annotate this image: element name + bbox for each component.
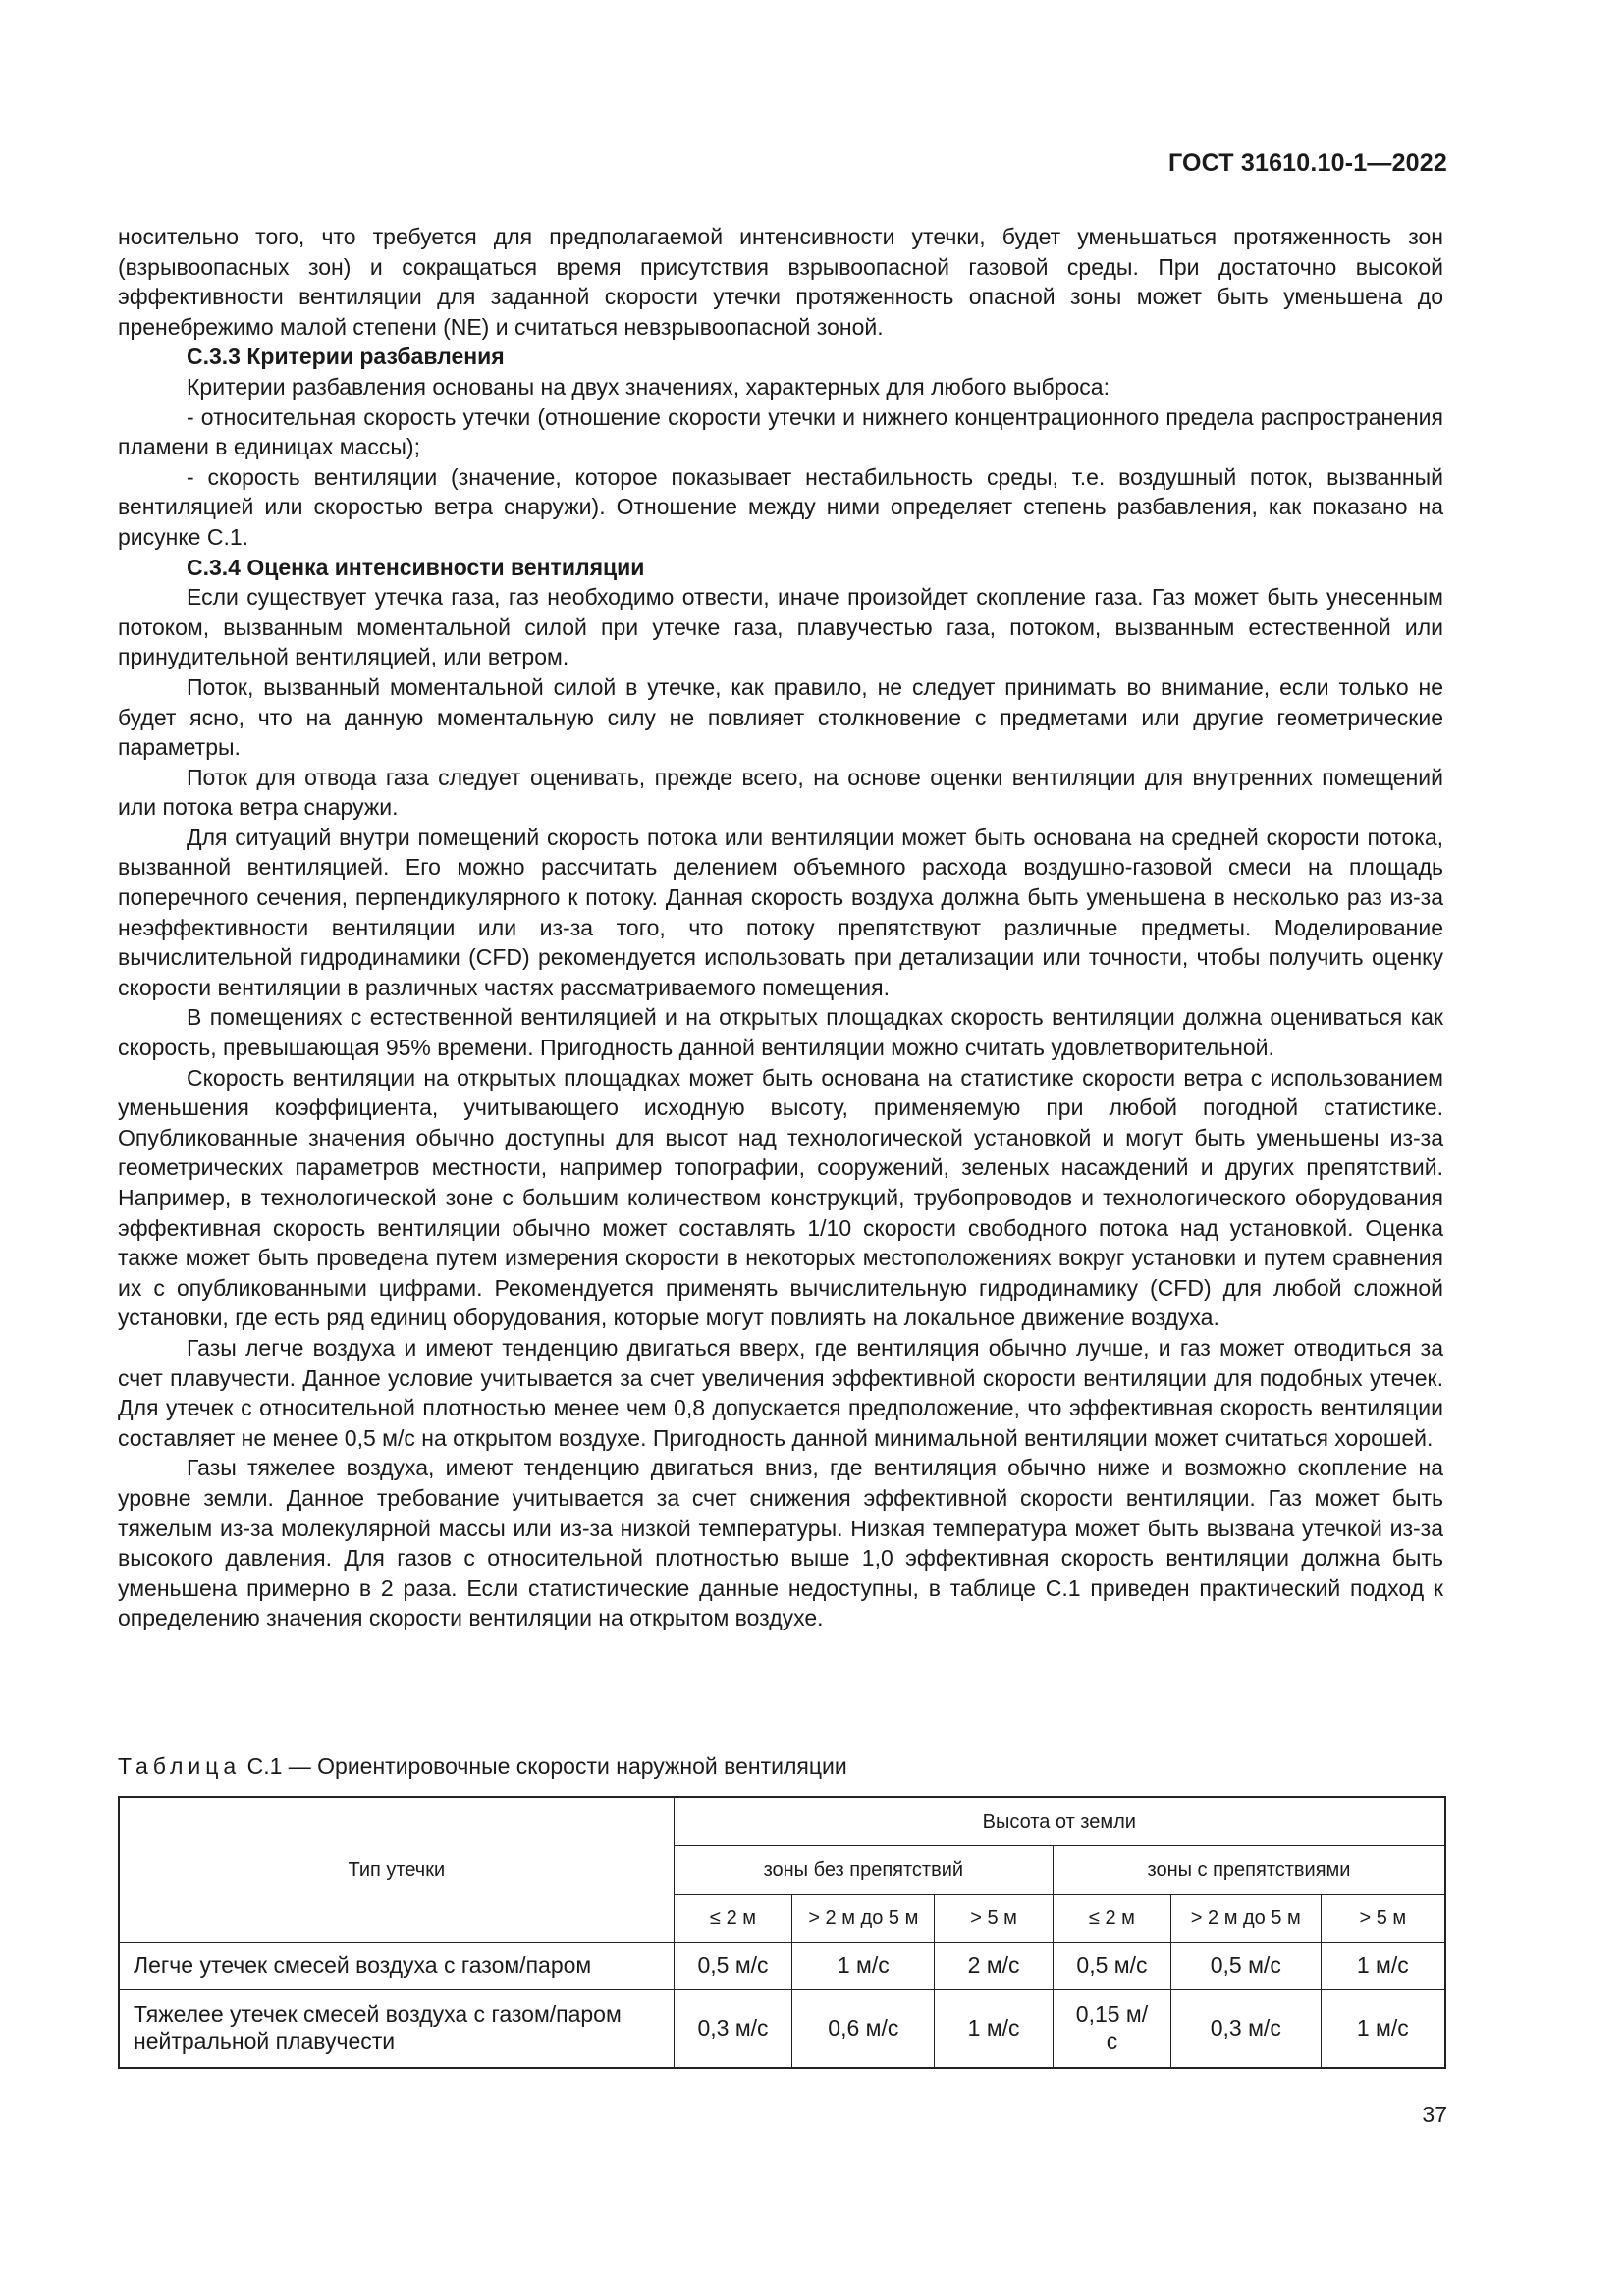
paragraph: В помещениях с естественной вентиляцией и на открытых площадках скорость вентиляции должна оцениваться как скорость, превышающая 95% времени. Пригодность данной вентиляции можно считать удовлетворительной. [118,1004,1443,1061]
paragraph: Газы тяжелее воздуха, имеют тенденцию двигаться вниз, где вентиляция обычно ниже и возможно скопление на уровне земли. Данное требование учитывается за счет снижения эффективной скорости вентиляции. Газ может быть тяжелым из-за молекулярной массы или из-за низкой температуры. Низкая температура может быть вызвана утечкой из-за высокого давления. Для газов с относительной плотностью выше 1,0 эффективная скорость вентиляции должна быть уменьшена примерно в 2 раза. Если статистические данные недоступны, в таблице С.1 приведен практический подход к определению значения скорости вентиляции на открытом воздухе. [118,1455,1443,1631]
paragraph: Критерии разбавления основаны на двух значениях, характерных для любого выброса: [187,373,1110,400]
document-number: ГОСТ 31610.10-1—2022 [1167,149,1447,177]
subheader: > 5 м [935,1895,1054,1943]
table-cell: 0,3 м/с [1170,1990,1321,2068]
table-cell: 1 м/с [1321,1943,1445,1990]
row-label: Легче утечек смесей воздуха с газом/паром [119,1943,674,1990]
table-row [119,1943,1445,1990]
subheader: > 2 м до 5 м [1170,1895,1321,1943]
column-header-leak-type: Тип утечки [119,1797,674,1943]
section-heading-c34: С.3.4 Оценка интенсивности вентиляции [187,554,645,580]
paragraph: носительно того, что требуется для предполагаемой интенсивности утечки, будет уменьшаться протяженность зон (взрывоопасных зон) и сокращаться время присутствия взрывоопасной газовой среды. При достаточно высокой эффективности вентиляции для заданной скорости утечки протяженность опасной зоны может быть уменьшена до пренебрежимо малой степени (NE) и считаться невзрывоопасной зоной. [118,224,1443,340]
table-cell: 0,6 м/с [792,1990,935,2068]
table-cell: 0,3 м/с [674,1990,792,2068]
subheader: ≤ 2 м [674,1895,792,1943]
page-number: 37 [1422,2102,1447,2127]
body-text [118,222,1443,1633]
paragraph: Поток, вызванный моментальной силой в утечке, как правило, не следует принимать во внимание, если только не будет ясно, что на данную моментальную силу не повлияет столкновение с предметами или другие геометрические параметры. [118,673,1443,761]
table-row [119,1990,1445,2068]
table-cell: 1 м/с [1321,1990,1445,2068]
paragraph: Поток для отвода газа следует оценивать, прежде всего, на основе оценки вентиляции для внутренних помещений или потока ветра снаружи. [118,764,1443,821]
table-cell: 2 м/с [935,1943,1054,1990]
table-caption [118,1753,847,1780]
subheader: > 2 м до 5 м [792,1895,935,1943]
paragraph: Если существует утечка газа, газ необходимо отвести, иначе произойдет скопление газа. Газ может быть унесенным потоком, вызванным моментальной силой при утечке газа, плавучестью газа, потоком, вызванным естественной или принудительной вентиляцией, или ветром. [118,584,1443,670]
paragraph: Для ситуаций внутри помещений скорость потока или вентиляции может быть основана на средней скорости потока, вызванной вентиляцией. Его можно рассчитать делением объемного расхода воздушно-газовой смеси на площадь поперечного сечения, перпендикулярного к потоку. Данная скорость воздуха должна быть уменьшена в несколько раз из-за неэффективности вентиляции или из-за того, что потоку препятствуют различные предметы. Моделирование вычислительной гидродинамики (CFD) рекомендуется использовать при детализации или точности, чтобы получить оценку скорости вентиляции в различных частях рассматриваемого помещения. [118,824,1443,1000]
table-caption-prefix: Таблица [118,1753,242,1779]
table-cell: 0,5 м/с [1054,1943,1171,1990]
table-cell: 0,5 м/с [1170,1943,1321,1990]
subheader: > 5 м [1321,1895,1445,1943]
list-item: - относительная скорость утечки (отношение скорости утечки и нижнего концентрационного предела распространения пламени в единицах массы); [118,403,1443,460]
column-group-no-obstacles: зоны без препятствий [674,1846,1053,1895]
ventilation-table [118,1796,1446,2069]
list-item: - скорость вентиляции (значение, которое показывает нестабильность среды, т.е. воздушный поток, вызванный вентиляцией или скоростью ветра снаружи). Отношение между ними определяет степень разбавления, как показано на рисунке С.1. [118,463,1443,550]
subheader: ≤ 2 м [1054,1895,1171,1943]
table-caption-text: С.1 — Ориентировочные скорости наружной вентиляции [246,1753,847,1779]
paragraph: Газы легче воздуха и имеют тенденцию двигаться вверх, где вентиляция обычно лучше, и газ может отводиться за счет плавучести. Данное условие учитывается за счет увеличения эффективной скорости вентиляции для подобных утечек. Для утечек с относительной плотностью менее чем 0,8 допускается предположение, что эффективная скорость вентиляции составляет не менее 0,5 м/с на открытом воздухе. Пригодность данной минимальной вентиляции может считаться хорошей. [118,1334,1443,1451]
table-cell: 0,15 м/с [1054,1990,1171,2068]
paragraph: Скорость вентиляции на открытых площадках может быть основана на статистике скорости ветра с использованием уменьшения коэффициента, учитывающего исходную высоту, применяемую при любой погодной статистике. Опубликованные значения обычно доступны для высот над технологической установкой и могут быть уменьшены из-за геометрических параметров местности, например топографии, сооружений, зеленых насаждений и других препятствий. Например, в технологической зоне с большим количеством конструкций, трубопроводов и технологического оборудования эффективная скорость вентиляции обычно может составлять 1/10 скорости свободного потока над установкой. Оценка также может быть проведена путем измерения скорости в некоторых местоположениях вокруг установки и путем сравнения их с опубликованными цифрами. Рекомендуется применять вычислительную гидродинамику (CFD) для любой сложной установки, где есть ряд единиц оборудования, которые могут повлиять на локальное движение воздуха. [118,1064,1443,1331]
table-cell: 1 м/с [792,1943,935,1990]
table-cell: 1 м/с [935,1990,1054,2068]
row-label: Тяжелее утечек смесей воздуха с газом/паром нейтральной плавучести [119,1990,674,2068]
table-cell: 0,5 м/с [674,1943,792,1990]
column-header-height: Высота от земли [674,1797,1445,1846]
column-group-obstacles: зоны с препятствиями [1054,1846,1446,1895]
section-heading-c33: С.3.3 Критерии разбавления [187,344,505,370]
